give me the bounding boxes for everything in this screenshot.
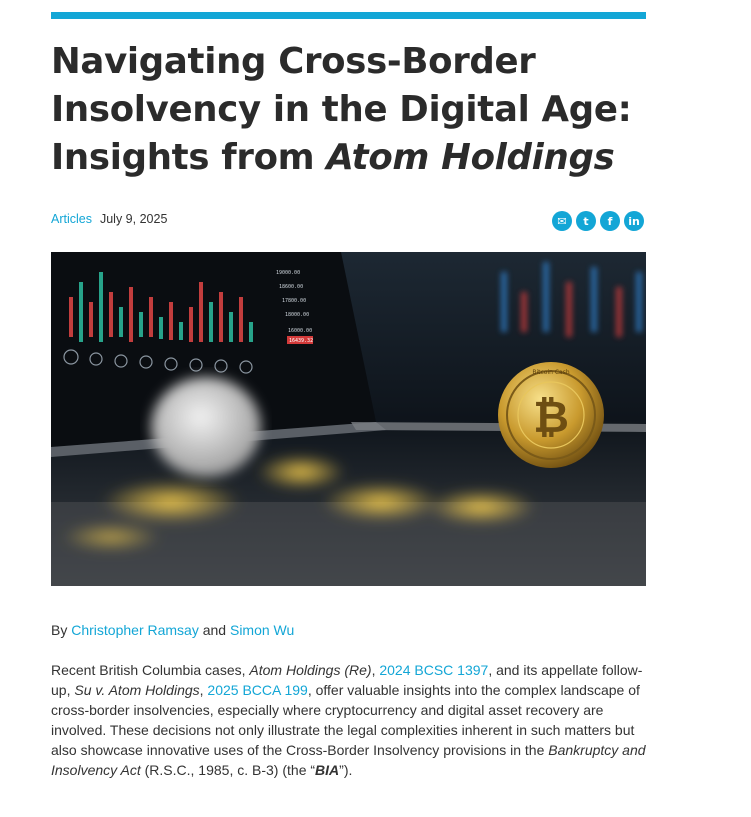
article-paragraph: [51, 660, 651, 780]
title-line-2: Insolvency in the Digital Age:: [51, 89, 632, 130]
email-icon[interactable]: ✉: [552, 211, 572, 231]
hero-image: [51, 252, 646, 586]
title-line-3-prefix: Insights from: [51, 137, 327, 178]
para-text: Recent British Columbia cases,: [51, 662, 250, 678]
twitter-icon[interactable]: t: [576, 211, 596, 231]
svg-text:₿: ₿: [533, 392, 569, 443]
article-title: [51, 38, 646, 182]
price-label: 19000.00: [276, 270, 301, 276]
publish-date: July 9, 2025: [99, 212, 168, 226]
byline-prefix: By: [51, 622, 72, 638]
para-text: , offer valuable insights into the complex landscape of cross-border insolvencies, especially where cryptocurrency and digital asset recovery are involved. These decisions not only illustrate the legal complexities inherent in such matters but also showcase innovative uses of the Cross-Border Insolvency provisions in the: [51, 682, 640, 758]
para-text: , and its appellate follow-up,: [51, 662, 643, 698]
para-text: ,: [199, 682, 208, 698]
facebook-icon[interactable]: f: [600, 211, 620, 231]
citation-link-bcca[interactable]: 2025 BCCA 199: [207, 682, 308, 698]
statute-name-italic: Bankruptcy and Insolvency Act: [51, 742, 646, 778]
byline: [51, 622, 294, 638]
price-label-current: 16439.32: [289, 338, 314, 344]
title-line-3-italic: Atom Holdings: [326, 137, 615, 178]
linkedin-icon[interactable]: in: [624, 211, 644, 231]
top-accent-rule: [51, 12, 646, 19]
para-text: (R.S.C., 1985, c. B-3) (the “: [140, 762, 316, 778]
author-link-2[interactable]: Simon Wu: [229, 622, 295, 638]
share-bar: [552, 211, 644, 231]
byline-conj: and: [198, 622, 230, 638]
para-text: ,: [371, 662, 380, 678]
price-label: 18600.00: [279, 284, 304, 290]
para-text: ”).: [339, 762, 353, 778]
price-label: 16000.00: [288, 328, 313, 334]
case-name-italic: Su v. Atom Holdings: [74, 682, 200, 698]
price-label: 18000.00: [285, 312, 310, 318]
category-link[interactable]: Articles: [51, 212, 92, 226]
bitcoin-coin: [498, 362, 604, 468]
coin-text: Bitcoin Cash: [532, 369, 570, 376]
citation-link-bcsc[interactable]: 2024 BCSC 1397: [379, 662, 489, 678]
author-link-1[interactable]: Christopher Ramsay: [71, 622, 199, 638]
bia-abbrev: BIA: [315, 762, 340, 778]
title-line-1: Navigating Cross-Border: [51, 41, 536, 82]
case-name-italic: Atom Holdings (Re): [249, 662, 372, 678]
price-label: 17800.00: [282, 298, 307, 304]
article-meta: [51, 212, 167, 226]
